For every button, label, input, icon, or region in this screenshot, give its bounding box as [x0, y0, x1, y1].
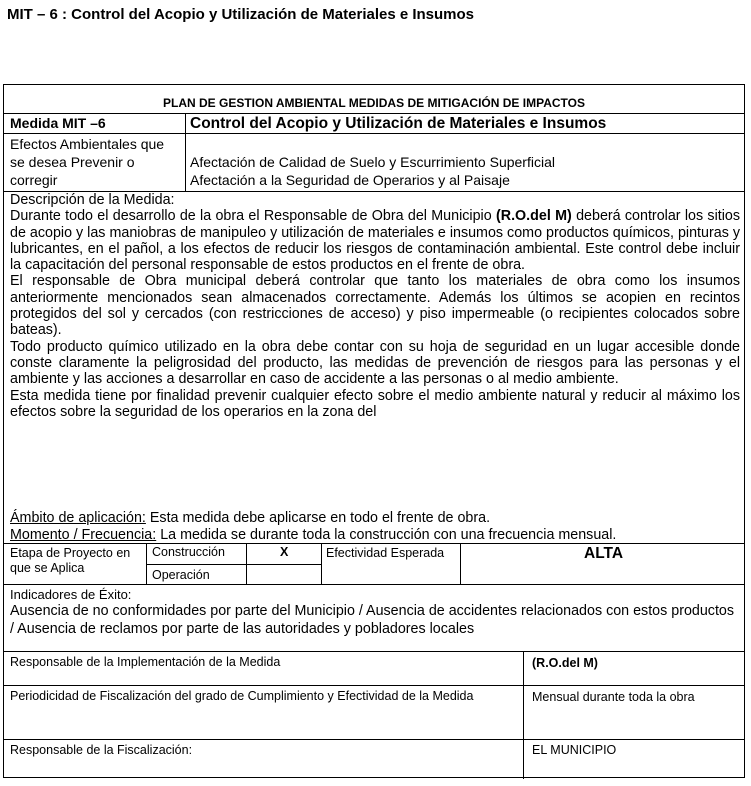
- momento-line: [10, 527, 616, 544]
- descripcion-paragraph: Todo producto químico utilizado en la obra debe contar con su hoja de seguridad en un lugar accesible donde conste claramente la peligrosidad del producto, las medidas de prevención de riesgos para las personas y el ambiente y las acciones a desarrollar en caso de accidente a las personas o al medio ambiente.: [10, 338, 740, 388]
- mitigation-measure-table: [3, 84, 745, 778]
- divider: [4, 685, 744, 686]
- efectividad-value: ALTA: [584, 545, 624, 562]
- column-divider: [146, 543, 147, 584]
- indicadores-label: Indicadores de Éxito:: [10, 587, 132, 602]
- indicadores-text: Ausencia de no conformidades por parte del Municipio / Ausencia de accidentes relacionados con estos productos / Ausencia de reclamos por parte de las autoridades y pobladores locales: [10, 603, 735, 637]
- descripcion-block: [10, 192, 740, 420]
- column-divider: [246, 543, 247, 584]
- periodicidad-value: Mensual durante toda la obra: [532, 690, 695, 704]
- ro-del-m: (R.O.del M): [495, 208, 572, 225]
- etapa-label: Etapa de Proyecto en que se Aplica: [10, 546, 131, 575]
- ambito-line: [10, 510, 490, 527]
- descripcion-text: deberá controlar los sitios de acopio y las maniobras de manipuleo y utilización de materiales e insumos como productos químicos, pinturas y lubricantes, en el pañol, a los efectos de reducir los riesgos de contaminación ambiental. Este control debe incluir la capacitación del personal responsable de estos productos en el frente de obra.: [10, 208, 741, 274]
- divider: [4, 133, 744, 134]
- descripcion-text: Durante todo el desarrollo de la obra el Responsable de Obra del Municipio: [10, 208, 496, 225]
- descripcion-paragraph: Esta medida tiene por finalidad prevenir cualquier efecto sobre el medio ambiente natural y reducir al máximo los efectos sobre la seguridad de los operarios en la zona del: [10, 387, 740, 420]
- column-divider: [185, 113, 186, 191]
- responsable-implementacion-value: (R.O.del M): [532, 656, 598, 670]
- divider: [4, 739, 744, 740]
- momento-label: Momento / Frecuencia:: [10, 527, 157, 543]
- descripcion-paragraph: El responsable de Obra municipal deberá controlar que tanto los materiales de obra como los insumos anteriormente mencionados sean almacenados correctamente. Además los últimos se acopien en recintos protegidos del sol y cercados (con restricciones de acceso) y piso impermeable (o recipientes colocados sobre bateas).: [10, 273, 740, 339]
- column-divider: [460, 543, 461, 584]
- ambito-label: Ámbito de aplicación:: [10, 510, 146, 526]
- divider: [146, 564, 321, 565]
- efectos-label: Efectos Ambientales que se desea Prevenir o corregir: [10, 136, 165, 188]
- efecto-item: Afectación de Calidad de Suelo y Escurrimiento Superficial: [190, 154, 555, 170]
- table-header: PLAN DE GESTION AMBIENTAL MEDIDAS DE MITIGACIÓN DE IMPACTOS: [162, 96, 585, 110]
- document-title: MIT – 6 : Control del Acopio y Utilización de Materiales e Insumos: [7, 6, 475, 23]
- medida-label: Medida MIT –6: [10, 115, 106, 131]
- responsable-fiscalizacion-label: Responsable de la Fiscalización:: [10, 743, 193, 757]
- divider: [4, 651, 744, 652]
- efecto-item: Afectación a la Seguridad de Operarios y al Paisaje: [190, 172, 510, 188]
- operacion-label: Operación: [152, 568, 210, 582]
- column-divider: [523, 651, 524, 779]
- efectividad-label: Efectividad Esperada: [326, 546, 445, 560]
- momento-text: La medida se durante toda la construcción con una frecuencia mensual.: [156, 527, 617, 543]
- descripcion-label: Descripción de la Medida:: [10, 192, 175, 208]
- divider: [4, 543, 744, 544]
- periodicidad-label: Periodicidad de Fiscalización del grado de Cumplimiento y Efectividad de la Medida: [10, 689, 474, 703]
- divider: [4, 113, 744, 114]
- construccion-label: Construcción: [152, 545, 225, 559]
- divider: [4, 584, 744, 585]
- ambito-text: Esta medida debe aplicarse en todo el frente de obra.: [145, 510, 491, 526]
- construccion-mark: X: [280, 545, 289, 559]
- responsable-implementacion-label: Responsable de la Implementación de la Medida: [10, 655, 281, 669]
- responsable-fiscalizacion-value: EL MUNICIPIO: [532, 743, 617, 757]
- column-divider: [321, 543, 322, 584]
- medida-value: Control del Acopio y Utilización de Materiales e Insumos: [190, 115, 607, 132]
- descripcion-paragraph: [10, 208, 740, 273]
